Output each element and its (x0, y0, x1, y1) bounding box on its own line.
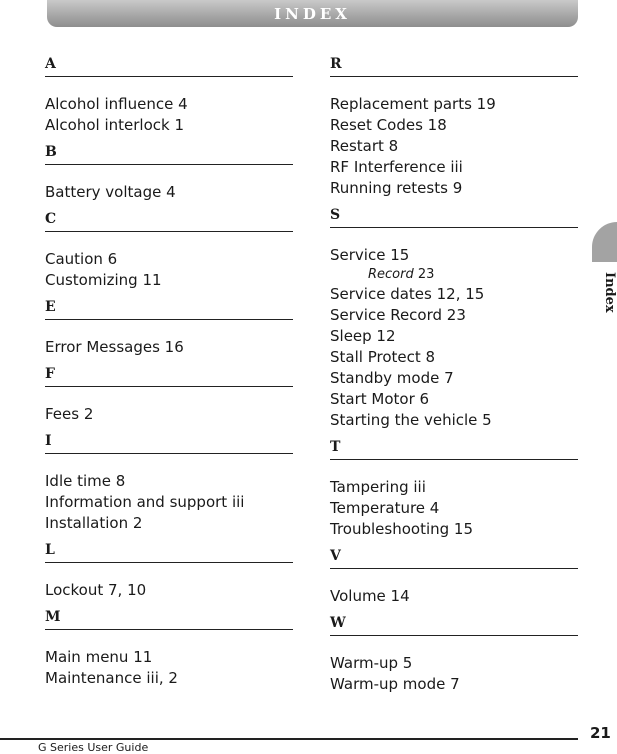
section-divider (45, 386, 293, 387)
footer-divider (0, 738, 578, 740)
index-section-v (330, 546, 578, 607)
index-column-left (45, 54, 293, 689)
section-divider (330, 76, 578, 77)
index-entry: Tampering iii (330, 478, 426, 496)
index-section-c (45, 209, 293, 291)
index-entry: Volume 14 (330, 587, 410, 605)
index-entry: Reset Codes 18 (330, 116, 447, 134)
index-entry: Maintenance iii, 2 (45, 669, 178, 687)
index-entry: Information and support iii (45, 493, 245, 511)
index-entry: Sleep 12 (330, 327, 396, 345)
index-entry: Replacement parts 19 (330, 95, 496, 113)
section-divider (45, 231, 293, 232)
index-entry: RF Interference iii (330, 158, 463, 176)
subentry-page: 23 (417, 267, 435, 282)
index-section-m (45, 607, 293, 689)
section-divider (330, 227, 578, 228)
subentry-name: Record (368, 267, 414, 282)
index-entry: Fees 2 (45, 405, 94, 423)
index-entry: Battery voltage 4 (45, 183, 176, 201)
index-section-w (330, 613, 578, 695)
index-entry: Running retests 9 (330, 179, 463, 197)
index-entry: Starting the vehicle 5 (330, 411, 492, 429)
index-entry: Troubleshooting 15 (330, 520, 474, 538)
index-header-banner (47, 0, 578, 27)
section-divider (330, 635, 578, 636)
index-column-right (330, 54, 578, 695)
side-tab-label: Index (602, 272, 617, 313)
index-entry: Service Record 23 (330, 306, 466, 324)
section-letter: R (330, 56, 342, 72)
section-letter: I (45, 433, 52, 449)
index-section-l (45, 540, 293, 601)
index-section-i (45, 431, 293, 534)
index-entry: Alcohol interlock 1 (45, 116, 185, 134)
section-letter: A (45, 56, 56, 72)
index-section-b (45, 142, 293, 203)
index-entry: Customizing 11 (45, 271, 162, 289)
index-entry: Alcohol influence 4 (45, 95, 188, 113)
section-letter: T (330, 439, 341, 455)
index-section-a (45, 54, 293, 136)
section-letter: E (45, 299, 56, 315)
index-entry: Warm-up mode 7 (330, 675, 460, 693)
index-entry: Warm-up 5 (330, 654, 413, 672)
index-entry: Service dates 12, 15 (330, 285, 485, 303)
index-entry: Lockout 7, 10 (45, 581, 147, 599)
index-entry: Error Messages 16 (45, 338, 184, 356)
index-entry: Temperature 4 (330, 499, 440, 517)
page-number: 21 (590, 724, 611, 742)
section-divider (45, 629, 293, 630)
index-section-e (45, 297, 293, 358)
footer-guide-title: G Series User Guide (38, 741, 149, 754)
section-letter: F (45, 366, 55, 382)
index-section-s (330, 205, 578, 431)
index-section-t (330, 437, 578, 540)
index-entry: Caution 6 (45, 250, 118, 268)
section-letter: M (45, 609, 61, 625)
index-entry: Start Motor 6 (330, 390, 430, 408)
index-subentry (330, 266, 578, 284)
index-entry: Main menu 11 (45, 648, 153, 666)
index-section-f (45, 364, 293, 425)
index-entry: Restart 8 (330, 137, 399, 155)
section-divider (45, 453, 293, 454)
section-divider (330, 568, 578, 569)
index-entry: Stall Protect 8 (330, 348, 436, 366)
section-divider (45, 562, 293, 563)
index-entry: Installation 2 (45, 514, 143, 532)
section-divider (45, 164, 293, 165)
index-section-r (330, 54, 578, 199)
index-entry: Service 15 (330, 246, 410, 264)
index-entry: Idle time 8 (45, 472, 126, 490)
index-entry: Standby mode 7 (330, 369, 454, 387)
section-letter: L (45, 542, 55, 558)
section-letter: S (330, 207, 341, 223)
section-letter: V (330, 548, 341, 564)
section-divider (45, 76, 293, 77)
section-letter: B (45, 144, 57, 160)
section-divider (330, 459, 578, 460)
section-divider (45, 319, 293, 320)
section-letter: C (45, 211, 57, 227)
page-title: INDEX (274, 5, 351, 23)
section-letter: W (330, 615, 346, 631)
